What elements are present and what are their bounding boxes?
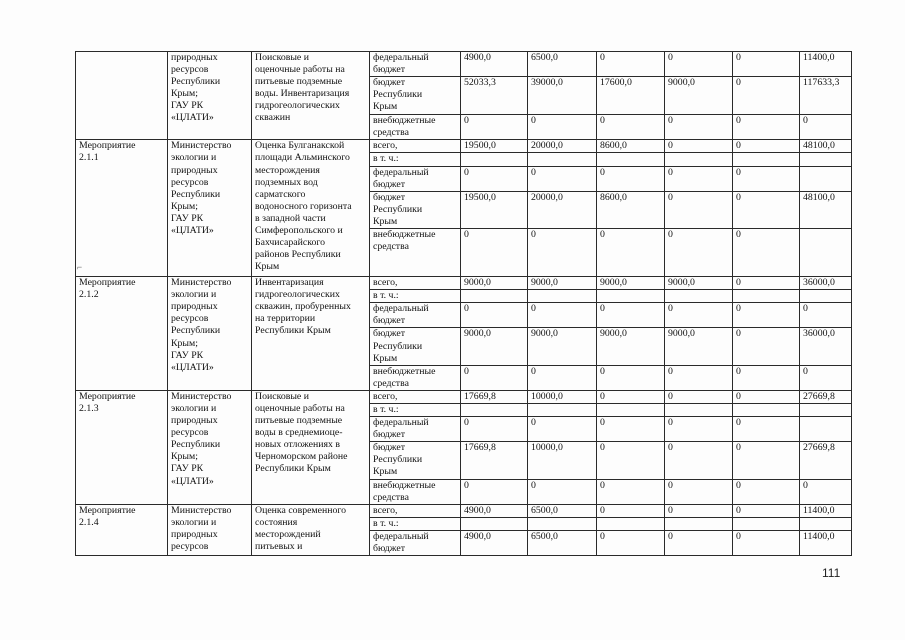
value-cell: 19500,0 bbox=[461, 191, 528, 228]
value-cell: 0 bbox=[733, 115, 800, 140]
description-cell: Поисковые и оценочные работы на питьевые подземные воды. Инвентаризация гидрогеологических скважин bbox=[252, 52, 370, 140]
value-cell: 0 bbox=[665, 530, 733, 555]
value-cell: 0 bbox=[597, 115, 665, 140]
value-cell: 9000,0 bbox=[597, 328, 665, 365]
value-cell: 0 bbox=[665, 479, 733, 504]
value-cell: 0 bbox=[461, 115, 528, 140]
value-cell: 0 bbox=[665, 417, 733, 442]
value-cell: 0 bbox=[528, 479, 597, 504]
value-cell: 0 bbox=[800, 115, 852, 140]
value-cell: 0 bbox=[528, 115, 597, 140]
value-cell: 0 bbox=[733, 166, 800, 191]
executor-cell: Министерство экологии и природных ресурсов Республики Крым; ГАУ РК «ЦЛАТИ» bbox=[168, 277, 252, 391]
value-cell: 9000,0 bbox=[528, 328, 597, 365]
value-cell: 17600,0 bbox=[597, 77, 665, 115]
value-cell: 0 bbox=[665, 166, 733, 191]
value-cell: 0 bbox=[800, 365, 852, 390]
description-cell: Оценка современного состояния месторождений питьевых и bbox=[252, 504, 370, 555]
description-cell: Оценка Булганакской площади Альминского месторождения подземных вод сарматского водоносного горизонта в западной части Симферопольского и Бахчисарайского районов Республики Крым bbox=[252, 140, 370, 277]
value-cell bbox=[528, 290, 597, 303]
value-cell: 11400,0 bbox=[800, 530, 852, 555]
value-cell: 0 bbox=[461, 303, 528, 328]
value-cell: 27669,8 bbox=[800, 390, 852, 403]
value-cell: 0 bbox=[597, 442, 665, 479]
value-cell bbox=[597, 290, 665, 303]
value-cell: 0 bbox=[461, 365, 528, 390]
funding-source-cell: бюджет Республики Крым bbox=[370, 442, 461, 479]
value-cell bbox=[800, 517, 852, 530]
executor-cell: Министерство экологии и природных ресурсов Республики Крым; ГАУ РК «ЦЛАТИ» bbox=[168, 140, 252, 277]
funding-source-cell: внебюджетные средства bbox=[370, 115, 461, 140]
funding-source-cell: бюджет Республики Крым bbox=[370, 328, 461, 365]
event-cell bbox=[76, 52, 168, 140]
value-cell: 0 bbox=[665, 303, 733, 328]
executor-cell: природных ресурсов Республики Крым; ГАУ РК «ЦЛАТИ» bbox=[168, 52, 252, 140]
value-cell: 0 bbox=[733, 479, 800, 504]
value-cell: 0 bbox=[665, 229, 733, 277]
value-cell: 0 bbox=[597, 504, 665, 517]
value-cell: 10000,0 bbox=[528, 390, 597, 403]
funding-source-cell: всего, bbox=[370, 140, 461, 153]
scan-mark: ⌐ bbox=[77, 262, 83, 272]
funding-source-cell: федеральный бюджет bbox=[370, 166, 461, 191]
value-cell: 0 bbox=[733, 442, 800, 479]
value-cell bbox=[665, 517, 733, 530]
funding-source-cell: внебюджетные средства bbox=[370, 229, 461, 277]
value-cell: 0 bbox=[461, 229, 528, 277]
funding-source-cell: в т. ч.: bbox=[370, 403, 461, 416]
value-cell: 0 bbox=[733, 390, 800, 403]
value-cell: 6500,0 bbox=[528, 504, 597, 517]
value-cell: 4900,0 bbox=[461, 52, 528, 77]
value-cell bbox=[800, 290, 852, 303]
value-cell bbox=[733, 153, 800, 166]
value-cell bbox=[800, 153, 852, 166]
value-cell: 0 bbox=[733, 303, 800, 328]
value-cell: 0 bbox=[665, 390, 733, 403]
value-cell: 0 bbox=[733, 77, 800, 115]
event-cell: Мероприятие 2.1.3 bbox=[76, 390, 168, 504]
funding-source-cell: в т. ч.: bbox=[370, 517, 461, 530]
value-cell: 9000,0 bbox=[665, 77, 733, 115]
value-cell: 0 bbox=[733, 52, 800, 77]
value-cell bbox=[461, 153, 528, 166]
value-cell: 4900,0 bbox=[461, 530, 528, 555]
executor-cell: Министерство экологии и природных ресурсов bbox=[168, 504, 252, 555]
value-cell bbox=[461, 403, 528, 416]
description-cell: Поисковые и оценочные работы на питьевые подземные воды в среднемиоце- новых отложениях в Черноморском районе Республики Крым bbox=[252, 390, 370, 504]
value-cell: 0 bbox=[733, 365, 800, 390]
value-cell: 36000,0 bbox=[800, 328, 852, 365]
value-cell bbox=[597, 517, 665, 530]
table-row bbox=[76, 504, 852, 517]
value-cell: 39000,0 bbox=[528, 77, 597, 115]
value-cell: 0 bbox=[597, 479, 665, 504]
event-cell: Мероприятие 2.1.2 bbox=[76, 277, 168, 391]
value-cell: 9000,0 bbox=[665, 328, 733, 365]
value-cell: 20000,0 bbox=[528, 140, 597, 153]
event-cell: Мероприятие 2.1.1 bbox=[76, 140, 168, 277]
value-cell: 0 bbox=[733, 277, 800, 290]
value-cell bbox=[800, 229, 852, 277]
value-cell: 0 bbox=[665, 191, 733, 228]
value-cell: 20000,0 bbox=[528, 191, 597, 228]
executor-cell: Министерство экологии и природных ресурсов Республики Крым; ГАУ РК «ЦЛАТИ» bbox=[168, 390, 252, 504]
value-cell: 0 bbox=[800, 479, 852, 504]
value-cell: 117633,3 bbox=[800, 77, 852, 115]
value-cell bbox=[665, 290, 733, 303]
value-cell: 0 bbox=[665, 52, 733, 77]
funding-source-cell: бюджет Республики Крым bbox=[370, 191, 461, 228]
value-cell: 27669,8 bbox=[800, 442, 852, 479]
funding-source-cell: федеральный бюджет bbox=[370, 52, 461, 77]
value-cell: 0 bbox=[528, 365, 597, 390]
funding-source-cell: всего, bbox=[370, 504, 461, 517]
value-cell bbox=[528, 517, 597, 530]
value-cell: 0 bbox=[665, 140, 733, 153]
value-cell: 10000,0 bbox=[528, 442, 597, 479]
table-row bbox=[76, 390, 852, 403]
value-cell: 9000,0 bbox=[461, 277, 528, 290]
value-cell: 0 bbox=[733, 417, 800, 442]
table-row bbox=[76, 52, 852, 77]
value-cell: 4900,0 bbox=[461, 504, 528, 517]
value-cell bbox=[800, 403, 852, 416]
value-cell: 0 bbox=[597, 166, 665, 191]
value-cell: 0 bbox=[528, 229, 597, 277]
table-row bbox=[76, 277, 852, 290]
description-cell: Инвентаризация гидрогеологических скважин, пробуренных на территории Республики Крым bbox=[252, 277, 370, 391]
funding-table bbox=[75, 51, 852, 556]
value-cell bbox=[461, 290, 528, 303]
value-cell: 0 bbox=[597, 530, 665, 555]
value-cell bbox=[733, 403, 800, 416]
value-cell: 6500,0 bbox=[528, 52, 597, 77]
funding-source-cell: федеральный бюджет bbox=[370, 303, 461, 328]
value-cell: 0 bbox=[665, 504, 733, 517]
funding-source-cell: федеральный бюджет bbox=[370, 417, 461, 442]
value-cell: 52033,3 bbox=[461, 77, 528, 115]
funding-table-body bbox=[76, 52, 852, 556]
value-cell: 0 bbox=[733, 530, 800, 555]
value-cell: 0 bbox=[800, 303, 852, 328]
value-cell: 48100,0 bbox=[800, 140, 852, 153]
value-cell: 0 bbox=[733, 140, 800, 153]
value-cell: 0 bbox=[597, 417, 665, 442]
value-cell: 0 bbox=[597, 365, 665, 390]
table-row bbox=[76, 140, 852, 153]
value-cell: 0 bbox=[528, 303, 597, 328]
funding-source-cell: внебюджетные средства bbox=[370, 365, 461, 390]
value-cell: 6500,0 bbox=[528, 530, 597, 555]
value-cell: 8600,0 bbox=[597, 140, 665, 153]
value-cell bbox=[528, 153, 597, 166]
value-cell: 48100,0 bbox=[800, 191, 852, 228]
value-cell bbox=[665, 153, 733, 166]
funding-source-cell: внебюджетные средства bbox=[370, 479, 461, 504]
value-cell: 0 bbox=[461, 417, 528, 442]
event-cell: Мероприятие 2.1.4 bbox=[76, 504, 168, 555]
funding-source-cell: в т. ч.: bbox=[370, 290, 461, 303]
value-cell: 0 bbox=[597, 390, 665, 403]
value-cell bbox=[800, 417, 852, 442]
value-cell: 0 bbox=[665, 365, 733, 390]
value-cell: 8600,0 bbox=[597, 191, 665, 228]
value-cell: 0 bbox=[733, 328, 800, 365]
value-cell bbox=[461, 517, 528, 530]
value-cell: 0 bbox=[665, 115, 733, 140]
value-cell: 0 bbox=[733, 229, 800, 277]
funding-source-cell: всего, bbox=[370, 390, 461, 403]
value-cell: 0 bbox=[597, 229, 665, 277]
value-cell bbox=[800, 166, 852, 191]
value-cell: 17669,8 bbox=[461, 442, 528, 479]
value-cell: 0 bbox=[461, 166, 528, 191]
value-cell bbox=[597, 403, 665, 416]
value-cell bbox=[733, 517, 800, 530]
value-cell: 0 bbox=[528, 166, 597, 191]
value-cell: 11400,0 bbox=[800, 52, 852, 77]
value-cell: 9000,0 bbox=[461, 328, 528, 365]
value-cell: 19500,0 bbox=[461, 140, 528, 153]
page-number: 111 bbox=[822, 566, 841, 580]
funding-source-cell: всего, bbox=[370, 277, 461, 290]
value-cell bbox=[528, 403, 597, 416]
value-cell: 0 bbox=[528, 417, 597, 442]
value-cell bbox=[665, 403, 733, 416]
value-cell bbox=[733, 290, 800, 303]
value-cell: 0 bbox=[597, 303, 665, 328]
value-cell: 0 bbox=[665, 442, 733, 479]
funding-source-cell: в т. ч.: bbox=[370, 153, 461, 166]
value-cell: 0 bbox=[733, 191, 800, 228]
value-cell: 0 bbox=[597, 52, 665, 77]
value-cell: 9000,0 bbox=[665, 277, 733, 290]
value-cell: 36000,0 bbox=[800, 277, 852, 290]
value-cell: 0 bbox=[461, 479, 528, 504]
funding-source-cell: федеральный бюджет bbox=[370, 530, 461, 555]
value-cell: 17669,8 bbox=[461, 390, 528, 403]
value-cell: 9000,0 bbox=[528, 277, 597, 290]
value-cell: 0 bbox=[733, 504, 800, 517]
value-cell bbox=[597, 153, 665, 166]
funding-source-cell: бюджет Республики Крым bbox=[370, 77, 461, 115]
value-cell: 11400,0 bbox=[800, 504, 852, 517]
value-cell: 9000,0 bbox=[597, 277, 665, 290]
